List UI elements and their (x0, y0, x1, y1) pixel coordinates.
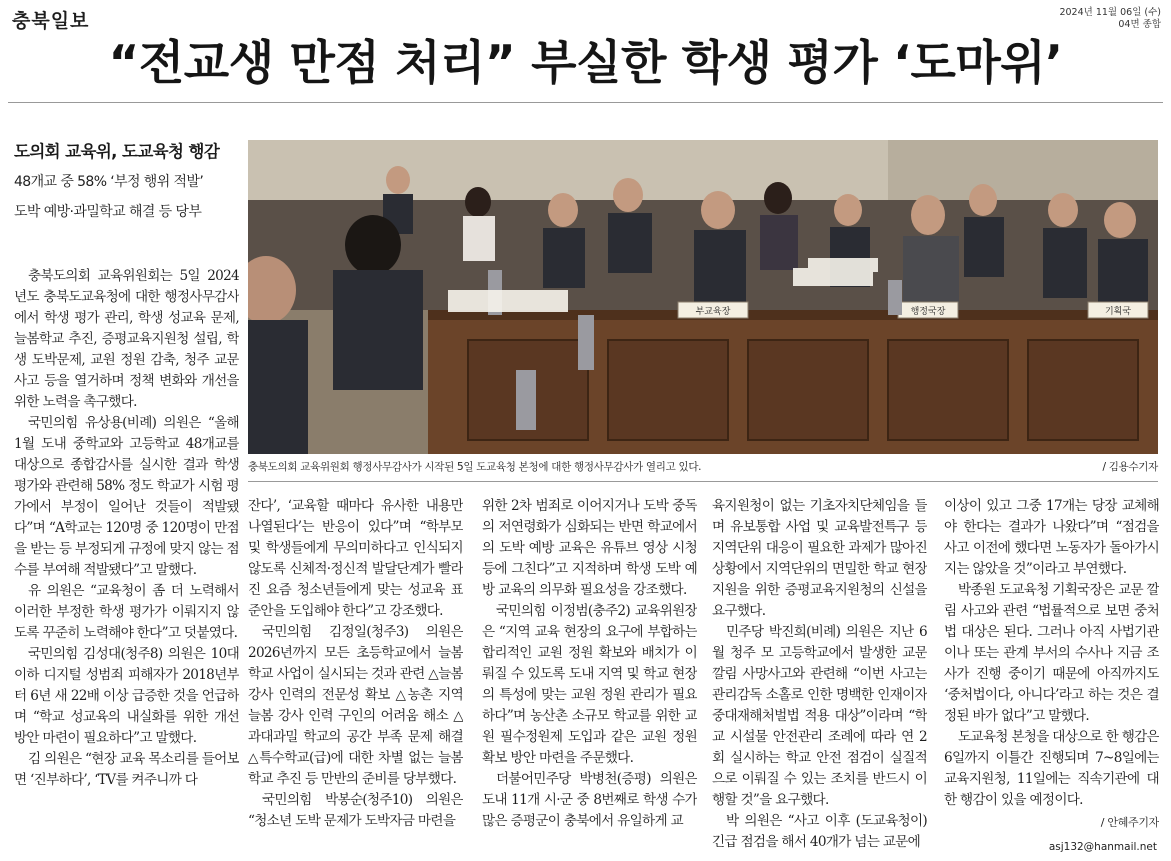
article-column-4 (712, 496, 927, 861)
article-paragraph: 국민의힘 김성대(청주8) 의원은 10대 이하 디지털 성범죄 피해자가 2018년부터 6년 새 22배 이상 급증한 것을 언급하며 “학교 성교육의 내실화를 위한 개선 방안 마련이 필요하다”고 말했다. (14, 646, 239, 746)
article-paragraph: 김 의원은 “현장 교육 목소리를 들어보면 ‘진부하다’, ‘TV를 켜주니까 다 (14, 751, 239, 788)
article-column-2 (248, 496, 463, 861)
reporter-email: asj132@hanmail.net (1048, 841, 1157, 853)
nameplate-label: 부교육장 (695, 307, 731, 317)
article-paragraph: 국민의힘 이정범(충주2) 교육위원장은 “지역 교육 현장의 요구에 부합하는 합리적인 교원 정원 확보와 배치가 이뤄질 수 있도록 도내 지역 및 학교 현장의 특성에 맞는 교원 정원 관리가 필요하다”며 농산촌 소규모 학교를 위한 교원 필수정원제 도입과 같은 교원 정원 확보 방안 마련을 주문했다. (482, 603, 697, 766)
nameplate-label: 행정국장 (910, 307, 946, 317)
article-paragraph: 박종원 도교육청 기획국장은 교문 깔림 사고와 관련 “법률적으로 보면 중처법 대상은 된다. 그러나 아직 사법기관이나 또는 관계 부서의 수사나 지금 조사가 진행 중이기 때문에 아직까지도 ‘중처법이다, 아니다’라고 하는 것은 결정된 바가 없다”고 말했다. (944, 582, 1159, 724)
nameplate-label: 기획국 (1104, 307, 1132, 317)
article-paragraph: 위한 2차 범죄로 이어지거나 도박 중독의 저연령화가 심화되는 반면 학교에서의 도박 예방 교육은 유튜브 영상 시청 등에 그친다”고 지적하며 학생 도박 예방 교육의 의무화 필요성을 강조했다. (482, 498, 697, 598)
photo-credit: / 김용수기자 (1102, 461, 1158, 473)
article-column-3 (482, 496, 697, 861)
article-byline: / 안혜주기자 (1100, 816, 1159, 829)
article-paragraph: 이상이 있고 그중 17개는 당장 교체해야 한다는 결과가 나왔다”며 “점검을 사고 이전에 했다면 노동자가 돌아가시지는 않았을 것”이라고 부연했다. (944, 498, 1159, 577)
headline-divider (8, 102, 1163, 103)
article-paragraph: 잔다’, ‘교육할 때마다 유사한 내용만 나열된다’는 반응이 있다”며 “학부모 및 학생들에게 무의미하다고 인식되지 않도록 신체적·정신적 발달단계가 빨라진 요즘 청소년들에게 맞는 성교육 표준안을 도입해야 한다”고 강조했다. (248, 498, 463, 619)
photo-caption (248, 459, 1158, 474)
article-column-1 (14, 266, 239, 858)
subheadline-line: 48개교 중 58% ‘부정 행위 적발’ (14, 174, 204, 190)
page-number: 04면 종합 (1118, 19, 1161, 30)
article-paragraph: 국민의힘 박봉순(청주10) 의원은 “청소년 도박 문제가 도박자금 마련을 (248, 792, 463, 829)
newspaper-masthead: 충북일보 (12, 10, 90, 32)
subheadline-line: 도박 예방·과밀학교 해결 등 당부 (14, 204, 202, 220)
caption-text: 충북도의회 교육위원회 행정사무감사가 시작된 5일 도교육청 본청에 대한 행정사무감사가 열리고 있다. (248, 461, 702, 473)
dateline (1059, 7, 1161, 31)
article-paragraph: 충북도의회 교육위원회는 5일 2024년도 충북도교육청에 대한 행정사무감사에서 학생 평가 관리, 학생 성교육 문제, 늘봄학교 추진, 증평교육지원청 설립, 학생 도박문제, 교원 정원 감축, 청주 교문 사고 등을 열거하며 정책 변화와 개선을 위한 노력을 촉구했다. (14, 268, 239, 410)
audit-hearing-photo (248, 140, 1158, 454)
article-paragraph: 박 의원은 “사고 이후 (도교육청이) 긴급 점검을 해서 40개가 넘는 교문에 (712, 813, 927, 850)
article-paragraph: 민주당 박진희(비례) 의원은 지난 6월 청주 모 고등학교에서 발생한 교문 깔림 사망사고와 관련해 “이번 사고는 관리감독 소홀로 인한 명백한 인재이자 중대재해처벌법 적용 대상”이라며 “학교 시설물 안전관리 조례에 따라 연 2회 실시하는 학교 안전 점검이 실질적으로 이뤄질 수 있는 조치를 반드시 이행할 것”을 요구했다. (712, 624, 927, 808)
subheadline-main: 도의회 교육위, 도교육청 행감 (14, 142, 220, 161)
issue-date: 2024년 11월 06일 (수) (1059, 7, 1161, 18)
caption-divider (248, 481, 1158, 482)
article-headline: “전교생 만점 처리” 부실한 학생 평가 ‘도마위’ (108, 36, 1063, 91)
subheadline-block (14, 140, 246, 226)
article-column-5 (944, 496, 1159, 856)
article-paragraph: 유 의원은 “교육청이 좀 더 노력해서 이러한 부정한 학생 평가가 이뤄지지 않도록 꾸준히 노력해야 한다”고 덧붙였다. (14, 583, 239, 641)
article-paragraph: 도교육청 본청을 대상으로 한 행감은 6일까지 이틀간 진행되며 7~8일에는 교육지원청, 11일에는 직속기관에 대한 행감이 있을 예정이다. (944, 729, 1159, 808)
news-photo (248, 140, 1158, 454)
article-paragraph: 국민의힘 유상용(비례) 의원은 “올해 1월 도내 중학교와 고등학교 48개교를 대상으로 종합감사를 실시한 결과 학생 평가와 관련해 58% 정도 학교가 시험 평가에서 부정이 일어난 것들이 적발됐다”며 “A학교는 120명 중 120명이 만점을 받는 등 부정되게 규정에 맞지 않는 점수를 부여해 적발됐다”고 말했다. (14, 415, 239, 578)
article-paragraph: 더불어민주당 박병천(증평) 의원은 도내 11개 시·군 중 8번째로 학생 수가 많은 증평군이 충북에서 유일하게 교 (482, 771, 697, 829)
article-paragraph: 국민의힘 김정일(청주3) 의원은 2026년까지 모든 초등학교에서 늘봄학교 사업이 실시되는 것과 관련 △늘봄 강사 인력의 전문성 확보 △농촌 지역 늘봄 강사 인력 구인의 어려움 해소 △과대과밀 학교의 공간 부족 문제 해결 △특수학교(급)에 대한 차별 없는 늘봄학교 추진 등 만반의 준비를 당부했다. (248, 624, 463, 787)
article-paragraph: 육지원청이 없는 기초자치단체임을 들며 유보통합 사업 및 교육발전특구 등 지역단위 대응이 필요한 과제가 많아진 상황에서 지역단위의 면밀한 학교 현장 지원을 위한 증평교육지원청의 신설을 요구했다. (712, 498, 927, 619)
